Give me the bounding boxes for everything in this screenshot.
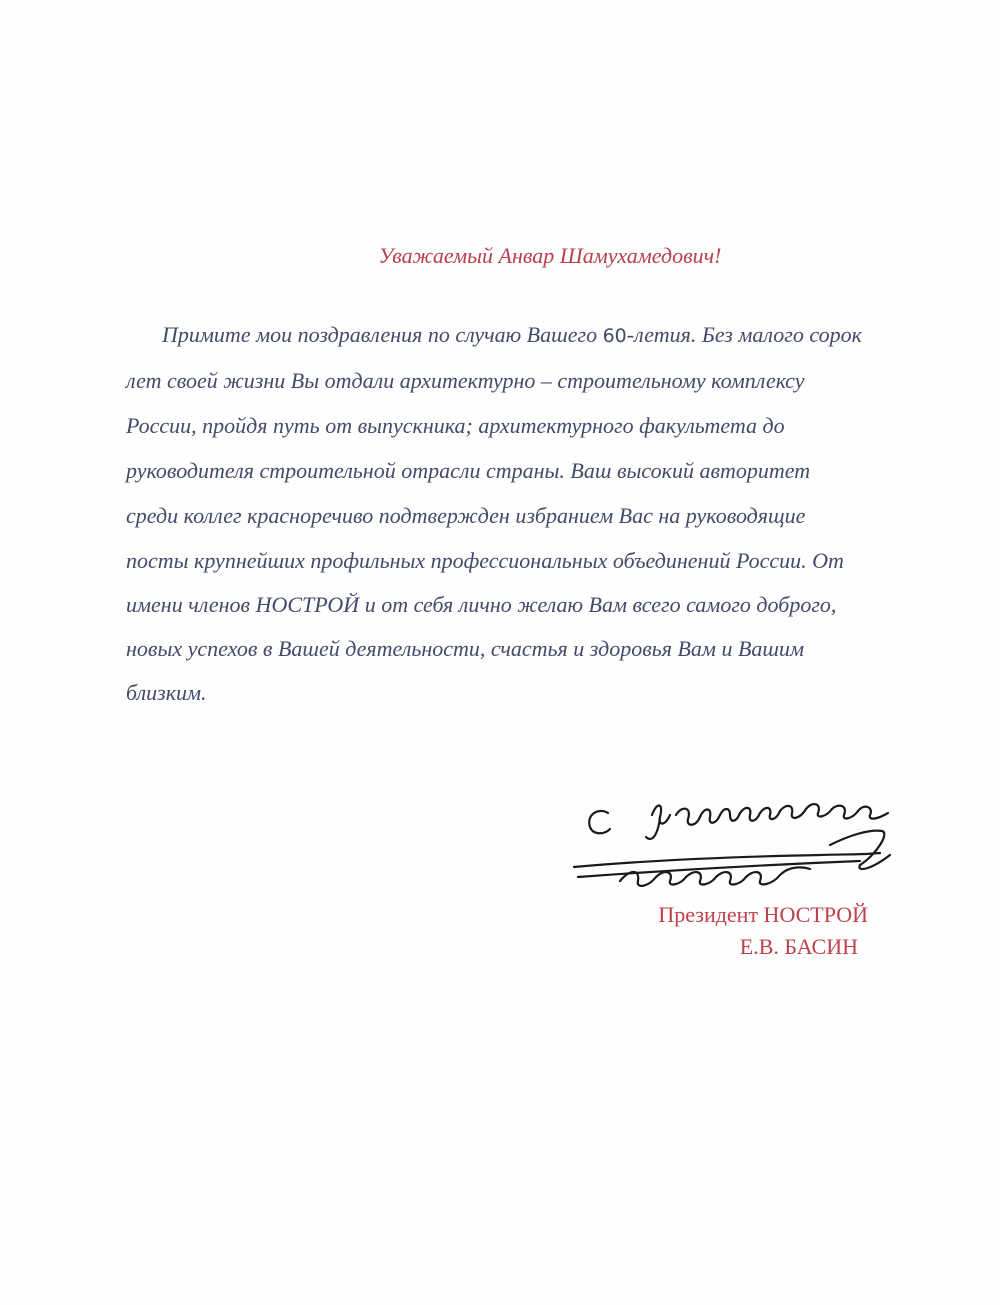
body-line-1 xyxy=(162,322,862,348)
body-line-7 xyxy=(126,592,836,618)
body-line-8 xyxy=(126,636,804,662)
body-line-6 xyxy=(126,548,844,574)
body-line-4 xyxy=(126,458,810,484)
body-line-3 xyxy=(126,413,785,439)
body-line-1-pre: Примите мои поздравления по случаю Вашего xyxy=(162,322,603,347)
body-line-5 xyxy=(126,503,805,529)
body-line-6-text: посты крупнейших профильных профессиональных объединений России. От xyxy=(126,548,844,573)
body-line-1-post: -летия. Без малого сорок xyxy=(626,322,862,347)
body-line-7-text: имени членов НОСТРОЙ и от себя лично желаю Вам всего самого доброго, xyxy=(126,592,837,617)
body-line-9 xyxy=(126,680,207,706)
signer-name: Е.В. БАСИН xyxy=(739,934,858,959)
body-line-3-text: России, пройдя путь от выпускника; архитектурного факультета до xyxy=(126,413,785,438)
body-line-2 xyxy=(126,368,805,394)
body-line-1-number: 60 xyxy=(602,325,627,347)
body-line-8-text: новых успехов в Вашей деятельности, счастья и здоровья Вам и Вашим xyxy=(126,636,805,661)
body-line-4-text: руководителя строительной отрасли страны. Ваш высокий авторитет xyxy=(126,458,811,483)
signer-title: Президент НОСТРОЙ xyxy=(658,902,868,927)
body-line-2-text: лет своей жизни Вы отдали архитектурно – строительному комплексу xyxy=(126,368,805,393)
body-line-9-text: близким. xyxy=(126,680,207,705)
salutation: Уважаемый Анвар Шамухамедович! xyxy=(378,243,722,268)
handwritten-signature xyxy=(560,785,920,905)
body-line-5-text: среди коллег красноречиво подтвержден избранием Вас на руководящие xyxy=(126,503,806,528)
